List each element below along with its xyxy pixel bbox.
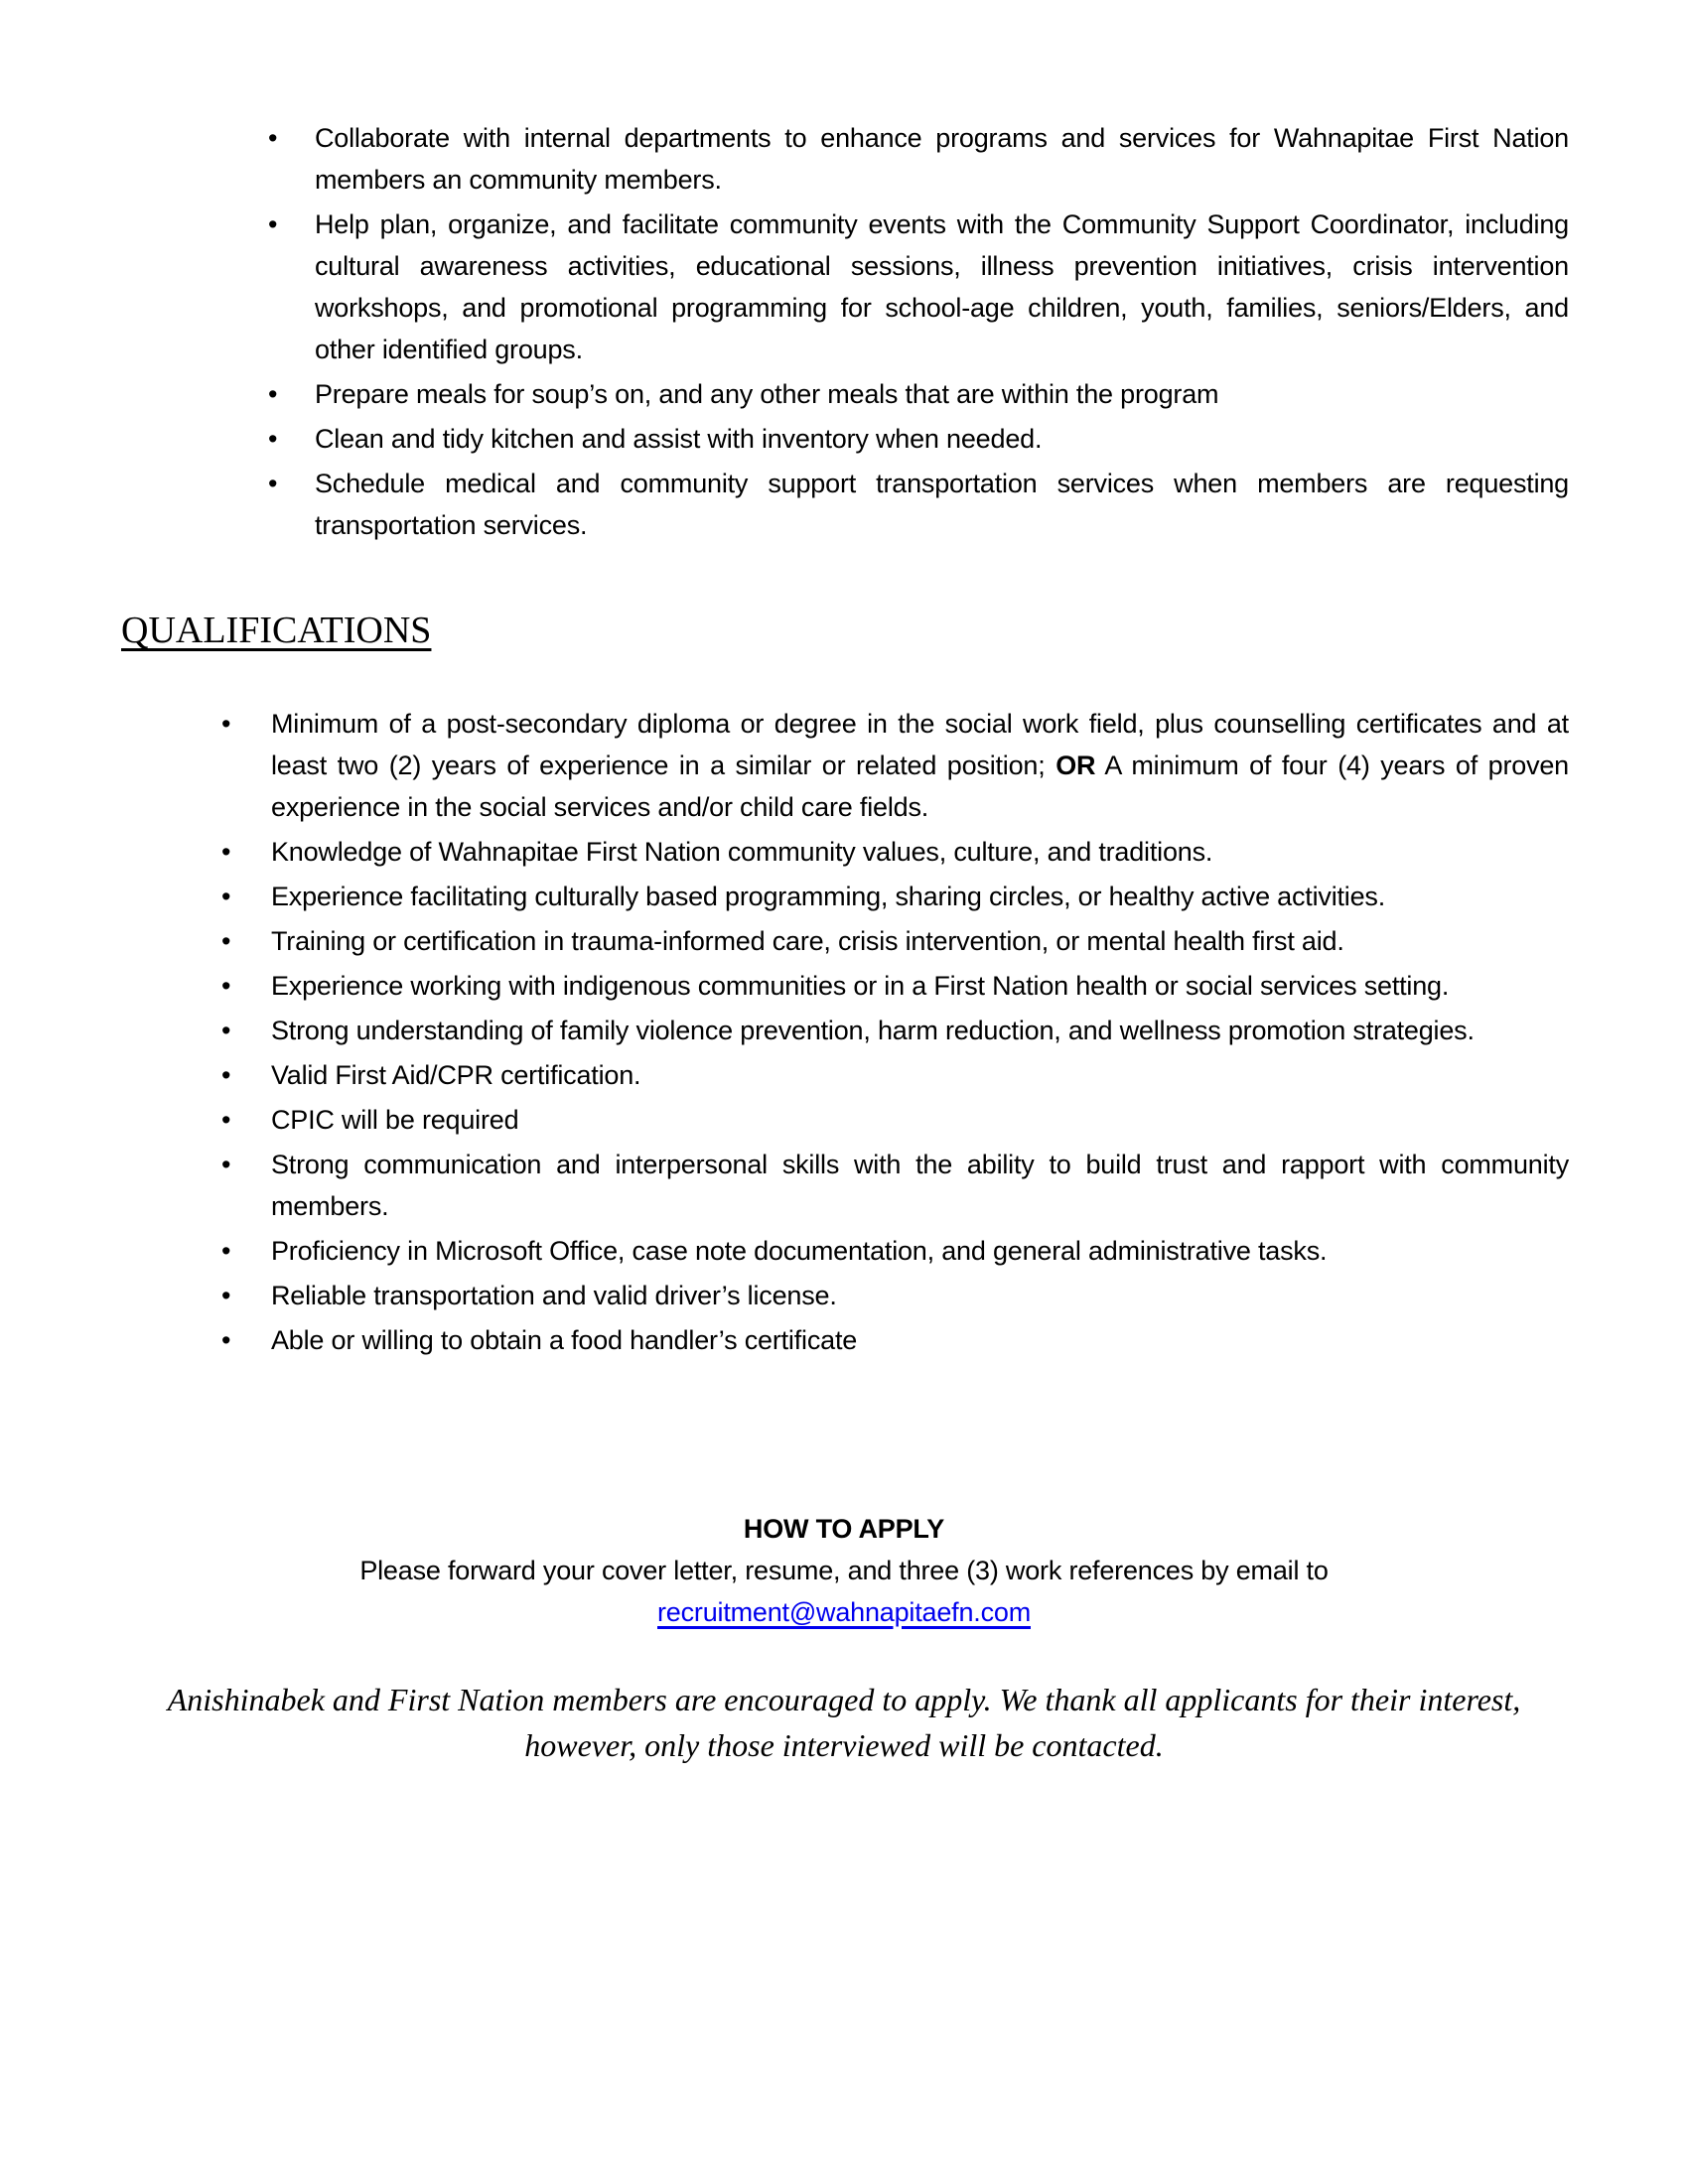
bullet-icon: • bbox=[268, 123, 278, 153]
bullet-icon: • bbox=[221, 1281, 231, 1310]
bullet-icon: • bbox=[221, 1060, 231, 1090]
qualification-text-pre: Minimum of a post-secondary diploma or degree in the social work field, plus counselling certificates and at least two (2) years of experience in a similar or related position; bbox=[271, 709, 1569, 780]
how-to-apply-section bbox=[119, 1508, 1569, 1633]
qualification-text: Knowledge of Wahnapitae First Nation community values, culture, and traditions. bbox=[271, 837, 1213, 867]
bullet-icon: • bbox=[221, 1325, 231, 1355]
qualification-text: Experience working with indigenous communities or in a First Nation health or social services setting. bbox=[271, 971, 1450, 1001]
duty-text: Collaborate with internal departments to enhance programs and services for Wahnapitae First Nation members an community members. bbox=[315, 123, 1569, 195]
duty-text: Schedule medical and community support transportation services when members are requesting transportation services. bbox=[315, 469, 1569, 540]
email-link[interactable]: recruitment@wahnapitaefn.com bbox=[657, 1597, 1031, 1627]
bullet-icon: • bbox=[221, 926, 231, 956]
bullet-icon: • bbox=[221, 1105, 231, 1135]
bullet-icon: • bbox=[221, 709, 231, 739]
list-item bbox=[268, 117, 1569, 201]
bullet-icon: • bbox=[268, 469, 278, 498]
list-item bbox=[221, 703, 1569, 828]
qualification-text: Reliable transportation and valid driver’s license. bbox=[271, 1281, 837, 1310]
duty-text: Help plan, organize, and facilitate community events with the Community Support Coordinator, including cultural awareness activities, educational sessions, illness prevention initiatives, crisis intervention workshops, and promotional programming for school-age children, youth, families, seniors/Elders, and other identified groups. bbox=[315, 209, 1569, 364]
bullet-icon: • bbox=[268, 379, 278, 409]
qualification-text: CPIC will be required bbox=[271, 1105, 519, 1135]
list-item bbox=[221, 1230, 1569, 1272]
list-item bbox=[221, 965, 1569, 1007]
qualifications-list bbox=[221, 703, 1569, 1361]
list-item bbox=[268, 418, 1569, 460]
bullet-icon: • bbox=[221, 1236, 231, 1266]
how-to-apply-heading: HOW TO APPLY bbox=[743, 1514, 945, 1544]
list-item bbox=[268, 373, 1569, 415]
duty-text: Clean and tidy kitchen and assist with inventory when needed. bbox=[315, 424, 1043, 454]
list-item bbox=[221, 1099, 1569, 1141]
qualification-text: Valid First Aid/CPR certification. bbox=[271, 1060, 641, 1090]
qualification-text: Experience facilitating culturally based programming, sharing circles, or healthy active activities. bbox=[271, 882, 1386, 911]
bullet-icon: • bbox=[221, 882, 231, 911]
bullet-icon: • bbox=[221, 837, 231, 867]
list-item bbox=[268, 204, 1569, 370]
duties-list bbox=[268, 117, 1569, 546]
qualification-text-bold: OR bbox=[1055, 751, 1096, 780]
list-item bbox=[268, 463, 1569, 546]
list-item bbox=[221, 920, 1569, 962]
qualification-text: Training or certification in trauma-informed care, crisis intervention, or mental health first aid. bbox=[271, 926, 1344, 956]
apply-instruction: Please forward your cover letter, resume, and three (3) work references by email to bbox=[359, 1556, 1329, 1585]
qualification-text: Able or willing to obtain a food handler’s certificate bbox=[271, 1325, 858, 1355]
bullet-icon: • bbox=[221, 1016, 231, 1045]
bullet-icon: • bbox=[221, 971, 231, 1001]
qualification-text: Strong communication and interpersonal skills with the ability to build trust and rapport with community members. bbox=[271, 1150, 1569, 1221]
closing-note: Anishinabek and First Nation members are encouraged to apply. We thank all applicants for their interest, however, only those interviewed will be contacted. bbox=[167, 1682, 1521, 1763]
list-item bbox=[221, 1319, 1569, 1361]
list-item bbox=[221, 876, 1569, 917]
list-item bbox=[221, 831, 1569, 873]
qualifications-heading-text: QUALIFICATIONS bbox=[121, 610, 432, 651]
qualification-text: Proficiency in Microsoft Office, case note documentation, and general administrative tasks. bbox=[271, 1236, 1328, 1266]
qualification-text-post: A minimum of four (4) years of proven experience in the social services and/or child care fields. bbox=[271, 751, 1569, 822]
qualification-text bbox=[271, 703, 1569, 828]
list-item bbox=[221, 1010, 1569, 1051]
email-line bbox=[119, 1591, 1569, 1633]
duty-text: Prepare meals for soup’s on, and any other meals that are within the program bbox=[315, 379, 1219, 409]
bullet-icon: • bbox=[221, 1150, 231, 1179]
bullet-icon: • bbox=[268, 424, 278, 454]
qualification-text: Strong understanding of family violence prevention, harm reduction, and wellness promotion strategies. bbox=[271, 1016, 1475, 1045]
qualifications-heading bbox=[121, 608, 1569, 653]
list-item bbox=[221, 1054, 1569, 1096]
bullet-icon: • bbox=[268, 209, 278, 239]
list-item bbox=[221, 1275, 1569, 1316]
list-item bbox=[221, 1144, 1569, 1227]
